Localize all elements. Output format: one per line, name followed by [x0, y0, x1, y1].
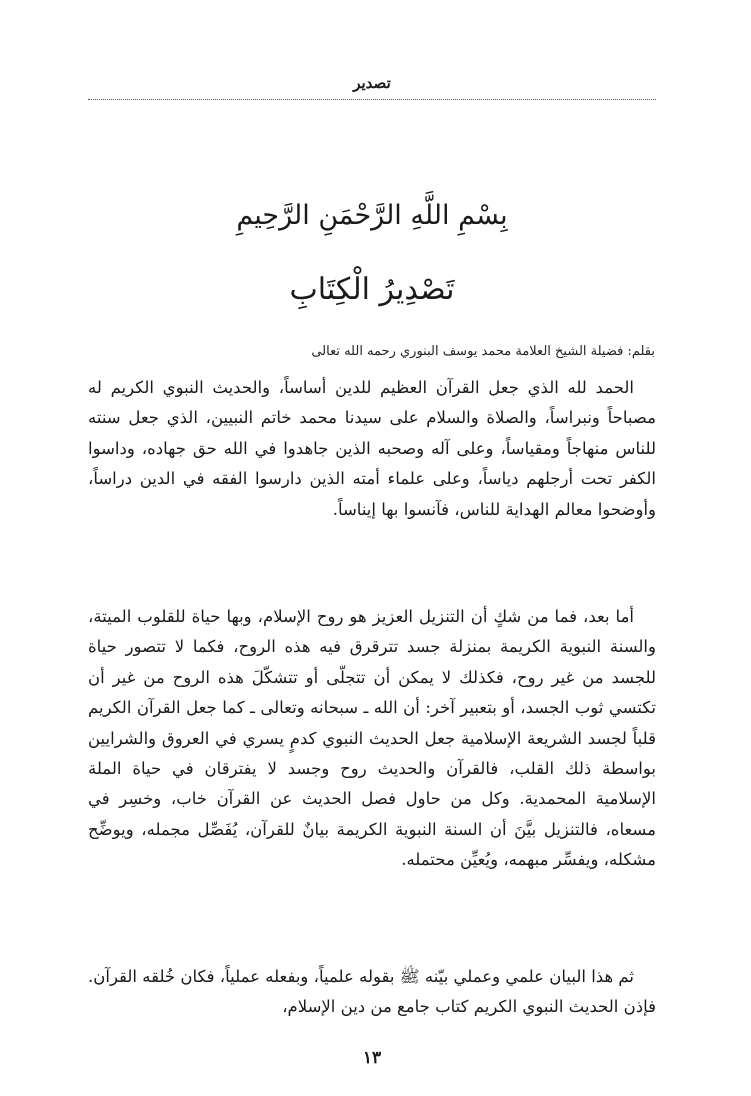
header-divider	[88, 99, 656, 100]
paragraph-text: ثم هذا البيان علمي وعملي بيّنه ﷺ بقوله علمياً، وبفعله عملياً، فكان خُلقه القرآن. فإذن الحديث النبوي الكريم كتاب جامع من دين الإسلام،	[88, 967, 656, 1017]
page-number: ١٣	[362, 1048, 382, 1068]
basmala-calligraphy: بِسْمِ اللَّهِ الرَّحْمَنِ الرَّحِيمِ	[236, 200, 508, 231]
paragraph-1	[88, 373, 656, 525]
paragraph-text: أما بعد، فما من شكٍ أن التنزيل العزيز هو روح الإسلام، وبها حياة للقلوب الميتة، والسنة النبوية الكريمة بمنزلة جسد تترقرق فيه هذه الروح، فكما لا تتصور حياة للجسد من غير روح، فكذلك لا يمكن أن تتجلّى أو تتشكّلَ هذه الروح من غير أن تكتسي ثوب الجسد، أو بتعبير آخر: أن الله ـ سبحانه وتعالى ـ كما جعل القرآن الكريم قلباً لجسد الشريعة الإسلامية جعل الحديث النبوي كدمٍ يسري في العروق والشرايين بواسطة ذلك القلب، فالقرآن والحديث روح وجسد لا يفترقان في حياة الملة الإسلامية المحمدية. وكل من حاول فصل الحديث عن القرآن خاب، وخسِر في مسعاه، فالتنزيل بيَّنَ أن السنة النبوية الكريمة بيانٌ للقرآن، يُفَصِّل مجمله، ويوضِّح مشكله، ويفسِّر مبهمه، ويُعيِّن محتمله.	[88, 607, 656, 870]
section-title: تَصْدِيرُ الْكِتَابِ	[289, 272, 455, 307]
paragraph-text: الحمد لله الذي جعل القرآن العظيم للدين أساساً، والحديث النبوي الكريم له مصباحاً ونبراساً، والصلاة والسلام على سيدنا محمد خاتم النبيين، الذي جعل سنته للناس منهاجاً ومقياساً، وعلى آله وصحبه الذين جاهدوا في الله حق جهاده، وداسوا الكفر تحت أرجلهم دياساً، وعلى علماء أمته الذين دارسوا الفقه في الدين دراساً، وأوضحوا معالم الهداية للناس، فآنسوا بها إيناساً.	[88, 378, 656, 519]
paragraph-2	[88, 602, 656, 876]
paragraph-3	[88, 962, 656, 1023]
running-header-title: تصدير	[353, 74, 391, 92]
author-byline: بقلم: فضيلة الشيخ العلامة محمد يوسف البنوري رحمه الله تعالى	[311, 344, 655, 359]
